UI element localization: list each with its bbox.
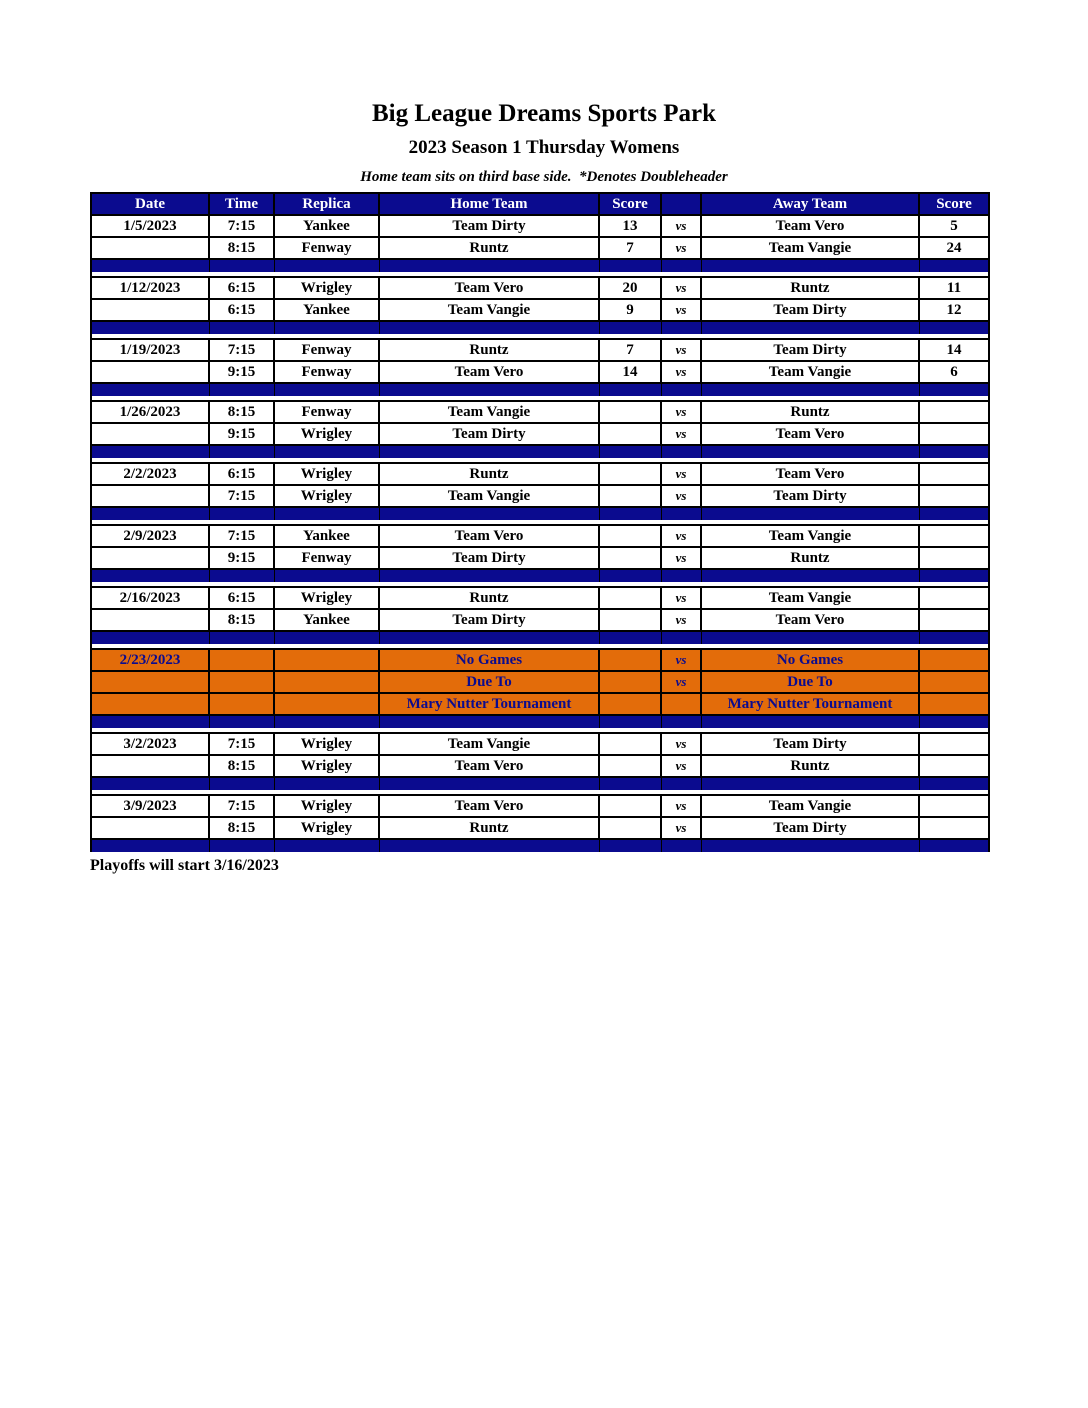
- separator-row-cell: [599, 321, 661, 334]
- vs-cell: vs: [661, 671, 701, 693]
- away-score-cell: 5: [919, 215, 989, 237]
- home-team-cell: Runtz: [379, 817, 599, 839]
- separator-row-cell: [274, 715, 379, 728]
- home-team-cell: Team Dirty: [379, 609, 599, 631]
- away-team-cell: Team Vangie: [701, 237, 919, 259]
- separator-row-cell: [599, 777, 661, 790]
- away-score-cell: [919, 795, 989, 817]
- separator-row-cell: [91, 777, 209, 790]
- replica-cell: Wrigley: [274, 463, 379, 485]
- separator-row-cell: [919, 777, 989, 790]
- separator-row-cell: [91, 631, 209, 644]
- separator-row: [91, 839, 989, 852]
- replica-cell: Yankee: [274, 215, 379, 237]
- separator-row: [91, 715, 989, 728]
- away-score-cell: [919, 463, 989, 485]
- away-team-cell: Team Vero: [701, 463, 919, 485]
- away-team-cell: Team Vangie: [701, 587, 919, 609]
- column-header-home-team: Home Team: [379, 193, 599, 215]
- separator-row-cell: [91, 259, 209, 272]
- game-row: [91, 299, 989, 321]
- time-cell: 8:15: [209, 817, 274, 839]
- home-team-cell: Team Vangie: [379, 401, 599, 423]
- separator-row-cell: [379, 445, 599, 458]
- away-score-cell: [919, 733, 989, 755]
- game-row: [91, 463, 989, 485]
- away-team-cell: Runtz: [701, 277, 919, 299]
- time-cell: 6:15: [209, 299, 274, 321]
- notice-row: [91, 671, 989, 693]
- date-cell: 2/16/2023: [91, 587, 209, 609]
- separator-row-cell: [599, 507, 661, 520]
- time-cell: 7:15: [209, 485, 274, 507]
- separator-row-cell: [209, 383, 274, 396]
- page-subtitle: 2023 Season 1 Thursday Womens: [408, 137, 680, 158]
- away-team-cell: Team Dirty: [701, 817, 919, 839]
- vs-cell: vs: [661, 339, 701, 361]
- separator-row-cell: [919, 715, 989, 728]
- separator-row-cell: [274, 321, 379, 334]
- date-cell: [91, 361, 209, 383]
- time-cell: 8:15: [209, 755, 274, 777]
- game-row: [91, 361, 989, 383]
- replica-cell: Yankee: [274, 525, 379, 547]
- separator-row-cell: [91, 383, 209, 396]
- date-cell: [91, 237, 209, 259]
- home-score-cell: [599, 587, 661, 609]
- home-team-cell: Runtz: [379, 339, 599, 361]
- time-cell: 9:15: [209, 423, 274, 445]
- separator-row-cell: [209, 715, 274, 728]
- date-cell: 1/26/2023: [91, 401, 209, 423]
- date-cell: [91, 755, 209, 777]
- away-team-cell: Team Vero: [701, 423, 919, 445]
- away-team-cell: Team Dirty: [701, 299, 919, 321]
- vs-cell: vs: [661, 423, 701, 445]
- vs-cell: vs: [661, 463, 701, 485]
- game-row: [91, 423, 989, 445]
- separator-row-cell: [379, 777, 599, 790]
- home-team-cell: Mary Nutter Tournament: [379, 693, 599, 715]
- replica-cell: Fenway: [274, 547, 379, 569]
- separator-row: [91, 569, 989, 582]
- date-cell: [91, 547, 209, 569]
- separator-row-cell: [661, 777, 701, 790]
- away-score-cell: [919, 817, 989, 839]
- away-team-cell: Team Dirty: [701, 339, 919, 361]
- date-cell: 2/2/2023: [91, 463, 209, 485]
- separator-row-cell: [209, 631, 274, 644]
- separator-row: [91, 321, 989, 334]
- separator-row-cell: [274, 631, 379, 644]
- playoffs-note: Playoffs will start 3/16/2023: [90, 857, 279, 874]
- home-score-cell: [599, 817, 661, 839]
- separator-row-cell: [599, 445, 661, 458]
- replica-cell: Wrigley: [274, 485, 379, 507]
- time-cell: 8:15: [209, 609, 274, 631]
- game-row: [91, 755, 989, 777]
- separator-row-cell: [91, 715, 209, 728]
- away-team-cell: Mary Nutter Tournament: [701, 693, 919, 715]
- away-score-cell: [919, 587, 989, 609]
- away-team-cell: Team Vero: [701, 215, 919, 237]
- time-cell: 7:15: [209, 525, 274, 547]
- date-cell: [91, 693, 209, 715]
- home-team-cell: Team Vero: [379, 755, 599, 777]
- separator-row: [91, 445, 989, 458]
- time-cell: [209, 693, 274, 715]
- time-cell: 6:15: [209, 587, 274, 609]
- home-score-cell: 7: [599, 339, 661, 361]
- replica-cell: Yankee: [274, 299, 379, 321]
- home-team-cell: Team Vero: [379, 277, 599, 299]
- away-team-cell: Team Dirty: [701, 485, 919, 507]
- away-team-cell: Team Vangie: [701, 795, 919, 817]
- game-row: [91, 795, 989, 817]
- separator-row-cell: [379, 569, 599, 582]
- separator-row: [91, 631, 989, 644]
- game-row: [91, 237, 989, 259]
- separator-row-cell: [661, 715, 701, 728]
- home-score-cell: [599, 423, 661, 445]
- away-score-cell: [919, 649, 989, 671]
- home-score-cell: [599, 671, 661, 693]
- separator-row-cell: [701, 259, 919, 272]
- vs-cell: vs: [661, 817, 701, 839]
- home-team-cell: Team Dirty: [379, 423, 599, 445]
- separator-row-cell: [599, 383, 661, 396]
- separator-row-cell: [379, 383, 599, 396]
- separator-row-cell: [209, 839, 274, 852]
- game-row: [91, 525, 989, 547]
- time-cell: 8:15: [209, 237, 274, 259]
- vs-cell: vs: [661, 525, 701, 547]
- separator-row: [91, 777, 989, 790]
- home-team-cell: Team Vangie: [379, 485, 599, 507]
- away-score-cell: [919, 485, 989, 507]
- vs-cell: vs: [661, 609, 701, 631]
- home-score-cell: [599, 755, 661, 777]
- time-cell: 7:15: [209, 733, 274, 755]
- away-score-cell: [919, 671, 989, 693]
- home-score-cell: 13: [599, 215, 661, 237]
- replica-cell: Wrigley: [274, 587, 379, 609]
- vs-cell: vs: [661, 649, 701, 671]
- separator-row-cell: [599, 259, 661, 272]
- away-team-cell: Runtz: [701, 401, 919, 423]
- separator-row-cell: [91, 839, 209, 852]
- replica-cell: Yankee: [274, 609, 379, 631]
- separator-row-cell: [919, 507, 989, 520]
- away-score-cell: [919, 755, 989, 777]
- separator-row-cell: [209, 777, 274, 790]
- away-score-cell: [919, 525, 989, 547]
- vs-cell: vs: [661, 361, 701, 383]
- home-team-cell: Runtz: [379, 463, 599, 485]
- home-team-cell: Team Vero: [379, 795, 599, 817]
- separator-row-cell: [379, 839, 599, 852]
- away-score-cell: [919, 547, 989, 569]
- game-row: [91, 817, 989, 839]
- home-score-cell: [599, 401, 661, 423]
- time-cell: 6:15: [209, 277, 274, 299]
- game-row: [91, 587, 989, 609]
- separator-row-cell: [701, 777, 919, 790]
- away-score-cell: [919, 423, 989, 445]
- home-score-cell: [599, 525, 661, 547]
- table-header-row: [91, 193, 989, 215]
- separator-row-cell: [661, 383, 701, 396]
- away-score-cell: 6: [919, 361, 989, 383]
- column-header-replica: Replica: [274, 193, 379, 215]
- away-team-cell: No Games: [701, 649, 919, 671]
- page-title: Big League Dreams Sports Park: [372, 100, 716, 127]
- away-score-cell: 24: [919, 237, 989, 259]
- separator-row-cell: [919, 259, 989, 272]
- time-cell: 6:15: [209, 463, 274, 485]
- time-cell: [209, 649, 274, 671]
- home-team-cell: Team Dirty: [379, 215, 599, 237]
- home-score-cell: [599, 649, 661, 671]
- home-team-cell: Team Vero: [379, 525, 599, 547]
- separator-row-cell: [91, 507, 209, 520]
- separator-row-cell: [379, 715, 599, 728]
- separator-row-cell: [701, 507, 919, 520]
- separator-row-cell: [209, 321, 274, 334]
- notice-row: [91, 649, 989, 671]
- away-team-cell: Team Dirty: [701, 733, 919, 755]
- separator-row-cell: [599, 569, 661, 582]
- separator-row-cell: [274, 777, 379, 790]
- game-row: [91, 215, 989, 237]
- home-score-cell: [599, 485, 661, 507]
- separator-row-cell: [661, 445, 701, 458]
- replica-cell: Fenway: [274, 237, 379, 259]
- away-team-cell: Runtz: [701, 755, 919, 777]
- game-row: [91, 277, 989, 299]
- date-cell: [91, 485, 209, 507]
- replica-cell: [274, 649, 379, 671]
- away-team-cell: Team Vero: [701, 609, 919, 631]
- home-team-note: Home team sits on third base side. *Denotes Doubleheader: [360, 169, 728, 185]
- vs-cell: vs: [661, 795, 701, 817]
- schedule-body: [91, 215, 989, 852]
- game-row: [91, 547, 989, 569]
- separator-row-cell: [274, 445, 379, 458]
- separator-row-cell: [209, 507, 274, 520]
- home-score-cell: [599, 795, 661, 817]
- away-score-cell: [919, 401, 989, 423]
- separator-row-cell: [91, 445, 209, 458]
- separator-row-cell: [209, 445, 274, 458]
- replica-cell: Fenway: [274, 339, 379, 361]
- home-score-cell: 7: [599, 237, 661, 259]
- home-team-cell: No Games: [379, 649, 599, 671]
- date-cell: 2/9/2023: [91, 525, 209, 547]
- date-cell: [91, 423, 209, 445]
- separator-row-cell: [919, 631, 989, 644]
- separator-row-cell: [661, 507, 701, 520]
- home-team-cell: Team Vangie: [379, 733, 599, 755]
- separator-row-cell: [661, 259, 701, 272]
- replica-cell: Fenway: [274, 401, 379, 423]
- replica-cell: Wrigley: [274, 795, 379, 817]
- time-cell: 8:15: [209, 401, 274, 423]
- separator-row: [91, 259, 989, 272]
- away-score-cell: 14: [919, 339, 989, 361]
- separator-row: [91, 383, 989, 396]
- vs-cell: vs: [661, 401, 701, 423]
- column-header-away-team: Away Team: [701, 193, 919, 215]
- date-cell: 2/23/2023: [91, 649, 209, 671]
- away-score-cell: [919, 693, 989, 715]
- separator-row-cell: [274, 259, 379, 272]
- away-score-cell: [919, 609, 989, 631]
- date-cell: 1/12/2023: [91, 277, 209, 299]
- date-cell: 3/2/2023: [91, 733, 209, 755]
- date-cell: [91, 299, 209, 321]
- separator-row-cell: [274, 507, 379, 520]
- time-cell: [209, 671, 274, 693]
- document-header: [0, 0, 1088, 186]
- game-row: [91, 401, 989, 423]
- date-cell: 1/19/2023: [91, 339, 209, 361]
- replica-cell: Wrigley: [274, 817, 379, 839]
- column-header-score: Score: [599, 193, 661, 215]
- replica-cell: Wrigley: [274, 423, 379, 445]
- separator-row-cell: [661, 631, 701, 644]
- away-team-cell: Team Vangie: [701, 361, 919, 383]
- away-score-cell: 11: [919, 277, 989, 299]
- home-team-cell: Runtz: [379, 237, 599, 259]
- separator-row-cell: [91, 569, 209, 582]
- notice-row: [91, 693, 989, 715]
- game-row: [91, 485, 989, 507]
- date-cell: [91, 671, 209, 693]
- separator-row-cell: [701, 569, 919, 582]
- home-score-cell: [599, 609, 661, 631]
- replica-cell: Wrigley: [274, 277, 379, 299]
- home-score-cell: [599, 733, 661, 755]
- vs-cell: vs: [661, 299, 701, 321]
- separator-row-cell: [701, 321, 919, 334]
- time-cell: 7:15: [209, 215, 274, 237]
- separator-row-cell: [379, 507, 599, 520]
- time-cell: 7:15: [209, 795, 274, 817]
- schedule-table: [90, 192, 990, 852]
- separator-row-cell: [379, 631, 599, 644]
- replica-cell: [274, 671, 379, 693]
- home-score-cell: [599, 463, 661, 485]
- home-team-cell: Team Vero: [379, 361, 599, 383]
- replica-cell: Wrigley: [274, 733, 379, 755]
- separator-row-cell: [919, 383, 989, 396]
- time-cell: 7:15: [209, 339, 274, 361]
- vs-column-header: [661, 193, 701, 215]
- home-score-cell: 14: [599, 361, 661, 383]
- away-team-cell: Team Vangie: [701, 525, 919, 547]
- date-cell: 1/5/2023: [91, 215, 209, 237]
- separator-row-cell: [599, 839, 661, 852]
- game-row: [91, 339, 989, 361]
- separator-row-cell: [701, 445, 919, 458]
- vs-cell: [661, 693, 701, 715]
- separator-row-cell: [919, 569, 989, 582]
- separator-row-cell: [701, 631, 919, 644]
- away-score-cell: 12: [919, 299, 989, 321]
- date-cell: [91, 609, 209, 631]
- home-team-cell: Team Dirty: [379, 547, 599, 569]
- vs-cell: vs: [661, 755, 701, 777]
- vs-cell: vs: [661, 733, 701, 755]
- separator-row-cell: [209, 569, 274, 582]
- date-cell: [91, 817, 209, 839]
- home-score-cell: [599, 693, 661, 715]
- separator-row-cell: [919, 445, 989, 458]
- separator-row-cell: [379, 259, 599, 272]
- separator-row-cell: [274, 569, 379, 582]
- date-cell: 3/9/2023: [91, 795, 209, 817]
- separator-row-cell: [701, 839, 919, 852]
- game-row: [91, 609, 989, 631]
- separator-row-cell: [661, 839, 701, 852]
- time-cell: 9:15: [209, 361, 274, 383]
- vs-cell: vs: [661, 587, 701, 609]
- game-row: [91, 733, 989, 755]
- separator-row-cell: [701, 715, 919, 728]
- separator-row-cell: [274, 383, 379, 396]
- separator-row-cell: [274, 839, 379, 852]
- home-score-cell: 9: [599, 299, 661, 321]
- replica-cell: Wrigley: [274, 755, 379, 777]
- replica-cell: [274, 693, 379, 715]
- separator-row-cell: [919, 839, 989, 852]
- home-score-cell: 20: [599, 277, 661, 299]
- vs-cell: vs: [661, 237, 701, 259]
- vs-cell: vs: [661, 277, 701, 299]
- home-team-cell: Due To: [379, 671, 599, 693]
- separator-row-cell: [701, 383, 919, 396]
- column-header-score: Score: [919, 193, 989, 215]
- separator-row-cell: [661, 569, 701, 582]
- column-header-time: Time: [209, 193, 274, 215]
- replica-cell: Fenway: [274, 361, 379, 383]
- home-team-cell: Team Vangie: [379, 299, 599, 321]
- away-team-cell: Runtz: [701, 547, 919, 569]
- separator-row-cell: [379, 321, 599, 334]
- home-team-cell: Runtz: [379, 587, 599, 609]
- column-header-date: Date: [91, 193, 209, 215]
- separator-row-cell: [209, 259, 274, 272]
- separator-row-cell: [919, 321, 989, 334]
- vs-cell: vs: [661, 547, 701, 569]
- vs-cell: vs: [661, 485, 701, 507]
- separator-row-cell: [599, 715, 661, 728]
- separator-row: [91, 507, 989, 520]
- time-cell: 9:15: [209, 547, 274, 569]
- separator-row-cell: [599, 631, 661, 644]
- vs-cell: vs: [661, 215, 701, 237]
- separator-row-cell: [91, 321, 209, 334]
- away-team-cell: Due To: [701, 671, 919, 693]
- home-score-cell: [599, 547, 661, 569]
- separator-row-cell: [661, 321, 701, 334]
